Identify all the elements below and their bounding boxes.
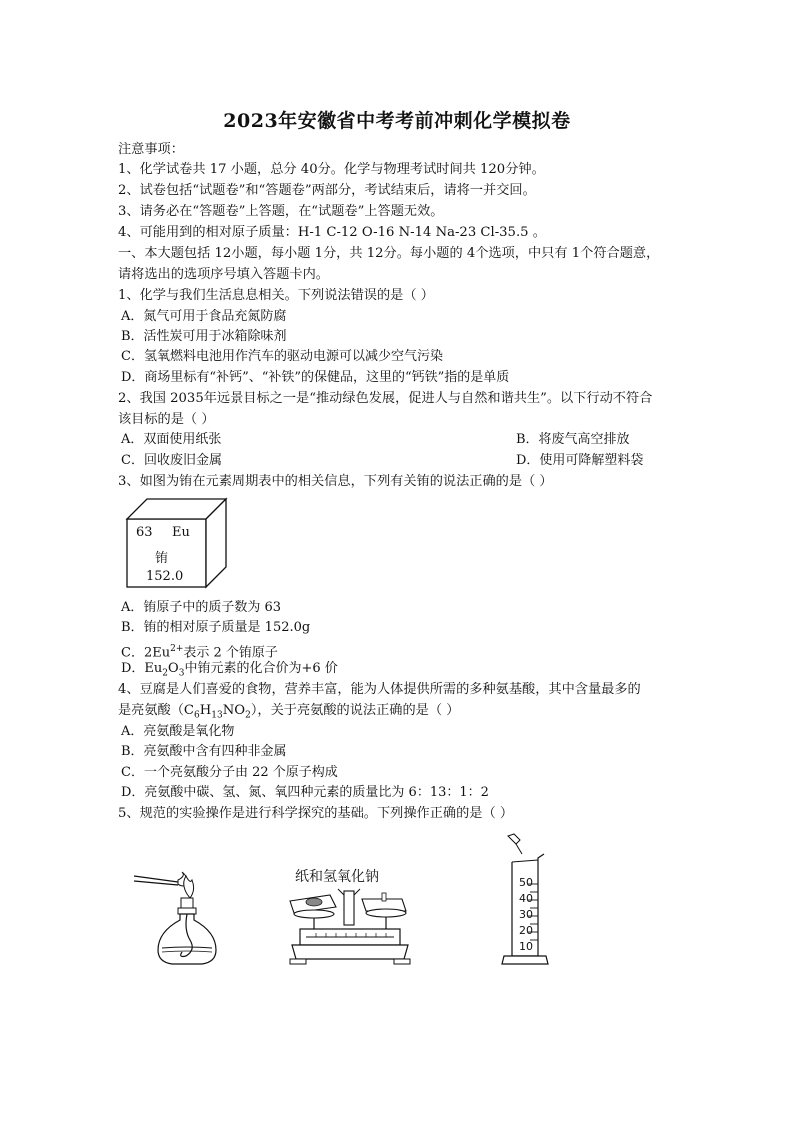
- cylinder-mark-20: 20: [519, 924, 533, 937]
- section1-instructions: 一、本大题包括 12小题，每小题 1分，共 12分。每小题的 4个选项，中只有 1个符合题意，: [118, 246, 660, 261]
- alcohol-lamp-figure: [132, 860, 222, 970]
- q3-stem: 3、如图为铕在元素周期表中的相关信息，下列有关铕的说法正确的是（ ）: [118, 474, 553, 489]
- cylinder-mark-50: 50: [519, 876, 533, 889]
- cylinder-mark-40: 40: [519, 892, 533, 905]
- q2-option-c: C．回收废旧金属: [121, 453, 222, 468]
- q4-option-b: B．亮氨酸中含有四种非金属: [121, 744, 287, 759]
- tile-atomic-number: 63: [136, 525, 153, 540]
- tile-atomic-mass: 152.0: [146, 569, 184, 584]
- cylinder-mark-30: 30: [519, 908, 533, 921]
- q2-stem: 2、我国 2035年远景目标之一是“推动绿色发展，促进人与自然和谐共生”。以下行动不符合: [118, 391, 653, 406]
- q3-option-a: A．铕原子中的质子数为 63: [121, 600, 282, 615]
- q1-option-d: D．商场里标有“补钙”、“补铁”的保健品，这里的“钙铁”指的是单质: [121, 370, 510, 385]
- notes-heading: 注意事项：: [118, 142, 184, 157]
- q1-option-c: C．氢氧燃料电池用作汽车的驱动电源可以减少空气污染: [121, 349, 443, 364]
- balance-figure: [286, 885, 410, 967]
- q1-option-b: B．活性炭可用于冰箱除味剂: [121, 329, 287, 344]
- note-4: 4、可能用到的相对原子质量：H-1 C-12 O-16 N-14 Na-23 Cl-35.5 。: [118, 225, 546, 240]
- q5-stem: 5、规范的实验操作是进行科学探究的基础。下列操作正确的是（ ）: [118, 806, 514, 821]
- balance-label: 纸和氢氧化钠: [295, 869, 379, 885]
- q4-option-d: D．亮氨酸中碳、氢、氮、氧四种元素的质量比为 6：13：1：2: [121, 785, 489, 800]
- q2-option-b: B．将废气高空排放: [516, 432, 630, 447]
- q1-option-a: A．氮气可用于食品充氮防腐: [121, 309, 287, 324]
- tile-element-name: 铕: [155, 551, 169, 566]
- note-3: 3、请务必在“答题卷”上答题，在“试题卷”上答题无效。: [118, 204, 444, 219]
- section1-instructions-cont: 请将选出的选项序号填入答题卡内。: [118, 267, 329, 282]
- q3-option-d: D．$Eu_2O_3$中铕元素的化合价为+6 价: [121, 661, 338, 679]
- q1-stem: 1、化学与我们生活息息相关。下列说法错误的是（ ）: [118, 288, 434, 303]
- q4-option-a: A．亮氨酸是氧化物: [121, 724, 235, 739]
- q3-option-b: B．铕的相对原子质量是 152.0g: [121, 620, 311, 635]
- q2-option-d: D．使用可降解塑料袋: [516, 453, 644, 468]
- q4-stem: 4、豆腐是人们喜爱的食物，营养丰富，能为人体提供所需的多种氨基酸，其中含量最多的: [118, 682, 641, 697]
- q3-option-c: C．$2Eu^{2+}$表示 2 个铕原子: [121, 644, 278, 661]
- q2-stem-cont: 该目标的是（ ）: [118, 412, 215, 427]
- tile-symbol: Eu: [172, 525, 190, 540]
- note-2: 2、试卷包括“试题卷”和“答题卷”两部分，考试结束后，请将一并交回。: [118, 183, 536, 198]
- cylinder-mark-10: 10: [519, 940, 533, 953]
- q4-option-c: C．一个亮氨酸分子由 22 个原子构成: [121, 765, 338, 780]
- page-title: 2023年安徽省中考考前冲刺化学模拟卷: [223, 110, 571, 132]
- note-1: 1、化学试卷共 17 小题，总分 40分。化学与物理考试时间共 120分钟。: [118, 162, 545, 177]
- q2-option-a: A．双面使用纸张: [121, 432, 222, 447]
- q4-stem-cont: 是亮氨酸$(C_6H_{13}NO_2)$，关于亮氨酸的说法正确的是（ ）: [118, 703, 460, 721]
